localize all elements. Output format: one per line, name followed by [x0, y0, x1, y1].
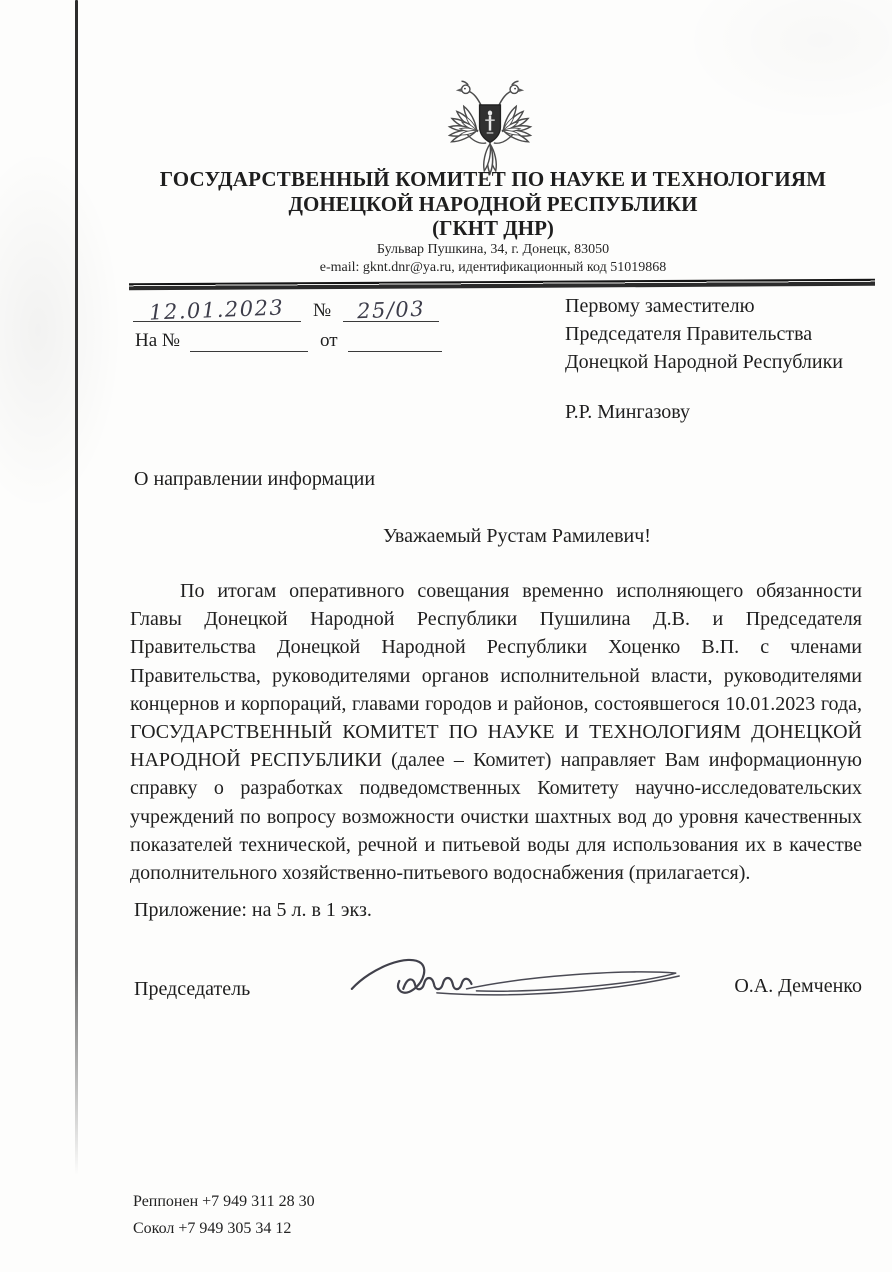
salutation: Уважаемый Рустам Рамилевич!: [383, 525, 651, 547]
recipient-name: Р.Р. Мингазову: [565, 401, 691, 423]
letterhead-separator-rule: [129, 279, 875, 291]
date-field: [133, 295, 301, 325]
signatory-name: О.А. Демченко: [734, 975, 862, 997]
recipient-block: [565, 292, 875, 376]
reply-to-label: На №: [135, 330, 181, 351]
reference-row-reply: [133, 322, 453, 352]
org-contact-line: e-mail: gknt.dnr@ya.ru, идентификационный код 51019868: [319, 260, 667, 275]
reply-number-field: [190, 351, 308, 352]
org-name-line1: ГОСУДАРСТВЕННЫЙ КОМИТЕТ ПО НАУКЕ И ТЕХНОЛОГИЯМ: [159, 167, 827, 191]
dpr-emblem-icon: [433, 69, 547, 177]
org-address: Бульвар Пушкина, 34, г. Донецк, 83050: [376, 242, 610, 257]
recipient-line: Первому заместителю: [565, 295, 755, 317]
body-paragraph: По итогам оперативного совещания временно исполняющего обязанности Главы Донецкой Народной Республики Пушилина Д.В. и Председателя Правительства Донецкой Народной Республики Хоценко В.П. с членами Правительства, руководителями органов исполнительной власти, руководителями концернов и корпораций, главами городов и районов, состоявшегося 10.01.2023 года, ГОСУДАРСТВЕННЫЙ КОМИТЕТ ПО НАУКЕ И ТЕХНОЛОГИЯМ ДОНЕЦКОЙ НАРОДНОЙ РЕСПУБЛИКИ (далее – Комитет) направляет Вам информационную справку о разработках подведомственных Комитету научно-исследовательских учреждений по вопросу возможности очистки шахтных вод до уровня качественных показателей технической, речной и питьевой воды для использования их в качестве дополнительного хозяйственно-питьевого водоснабжения (прилагается).: [130, 580, 862, 885]
attachment-note: Приложение: на 5 л. в 1 экз.: [134, 899, 372, 921]
reply-date-field: [348, 351, 442, 352]
from-label: от: [320, 330, 338, 351]
scan-edge-artifact: [75, 0, 78, 1175]
number-sign-label: №: [313, 300, 332, 321]
number-field: [343, 296, 439, 322]
number-handwritten: 25/03: [356, 296, 426, 324]
recipient-line: Председателя Правительства: [565, 323, 813, 345]
reference-row-date-number: [133, 292, 453, 325]
reference-block: [133, 292, 453, 352]
footer-contacts: [133, 1188, 315, 1242]
recipient-line: Донецкой Народной Республики: [565, 351, 843, 373]
contact-line: Сокол +7 949 305 34 12: [133, 1220, 292, 1237]
subject-line: О направлении информации: [134, 468, 376, 490]
contact-line: Реппонен +7 949 311 28 30: [133, 1193, 315, 1210]
date-handwritten: 12.01.2023: [149, 295, 286, 325]
org-abbreviation: (ГКНТ ДНР): [432, 216, 554, 240]
org-name-line2: ДОНЕЦКОЙ НАРОДНОЙ РЕСПУБЛИКИ: [288, 192, 698, 216]
signatory-title: Председатель: [134, 978, 251, 1000]
